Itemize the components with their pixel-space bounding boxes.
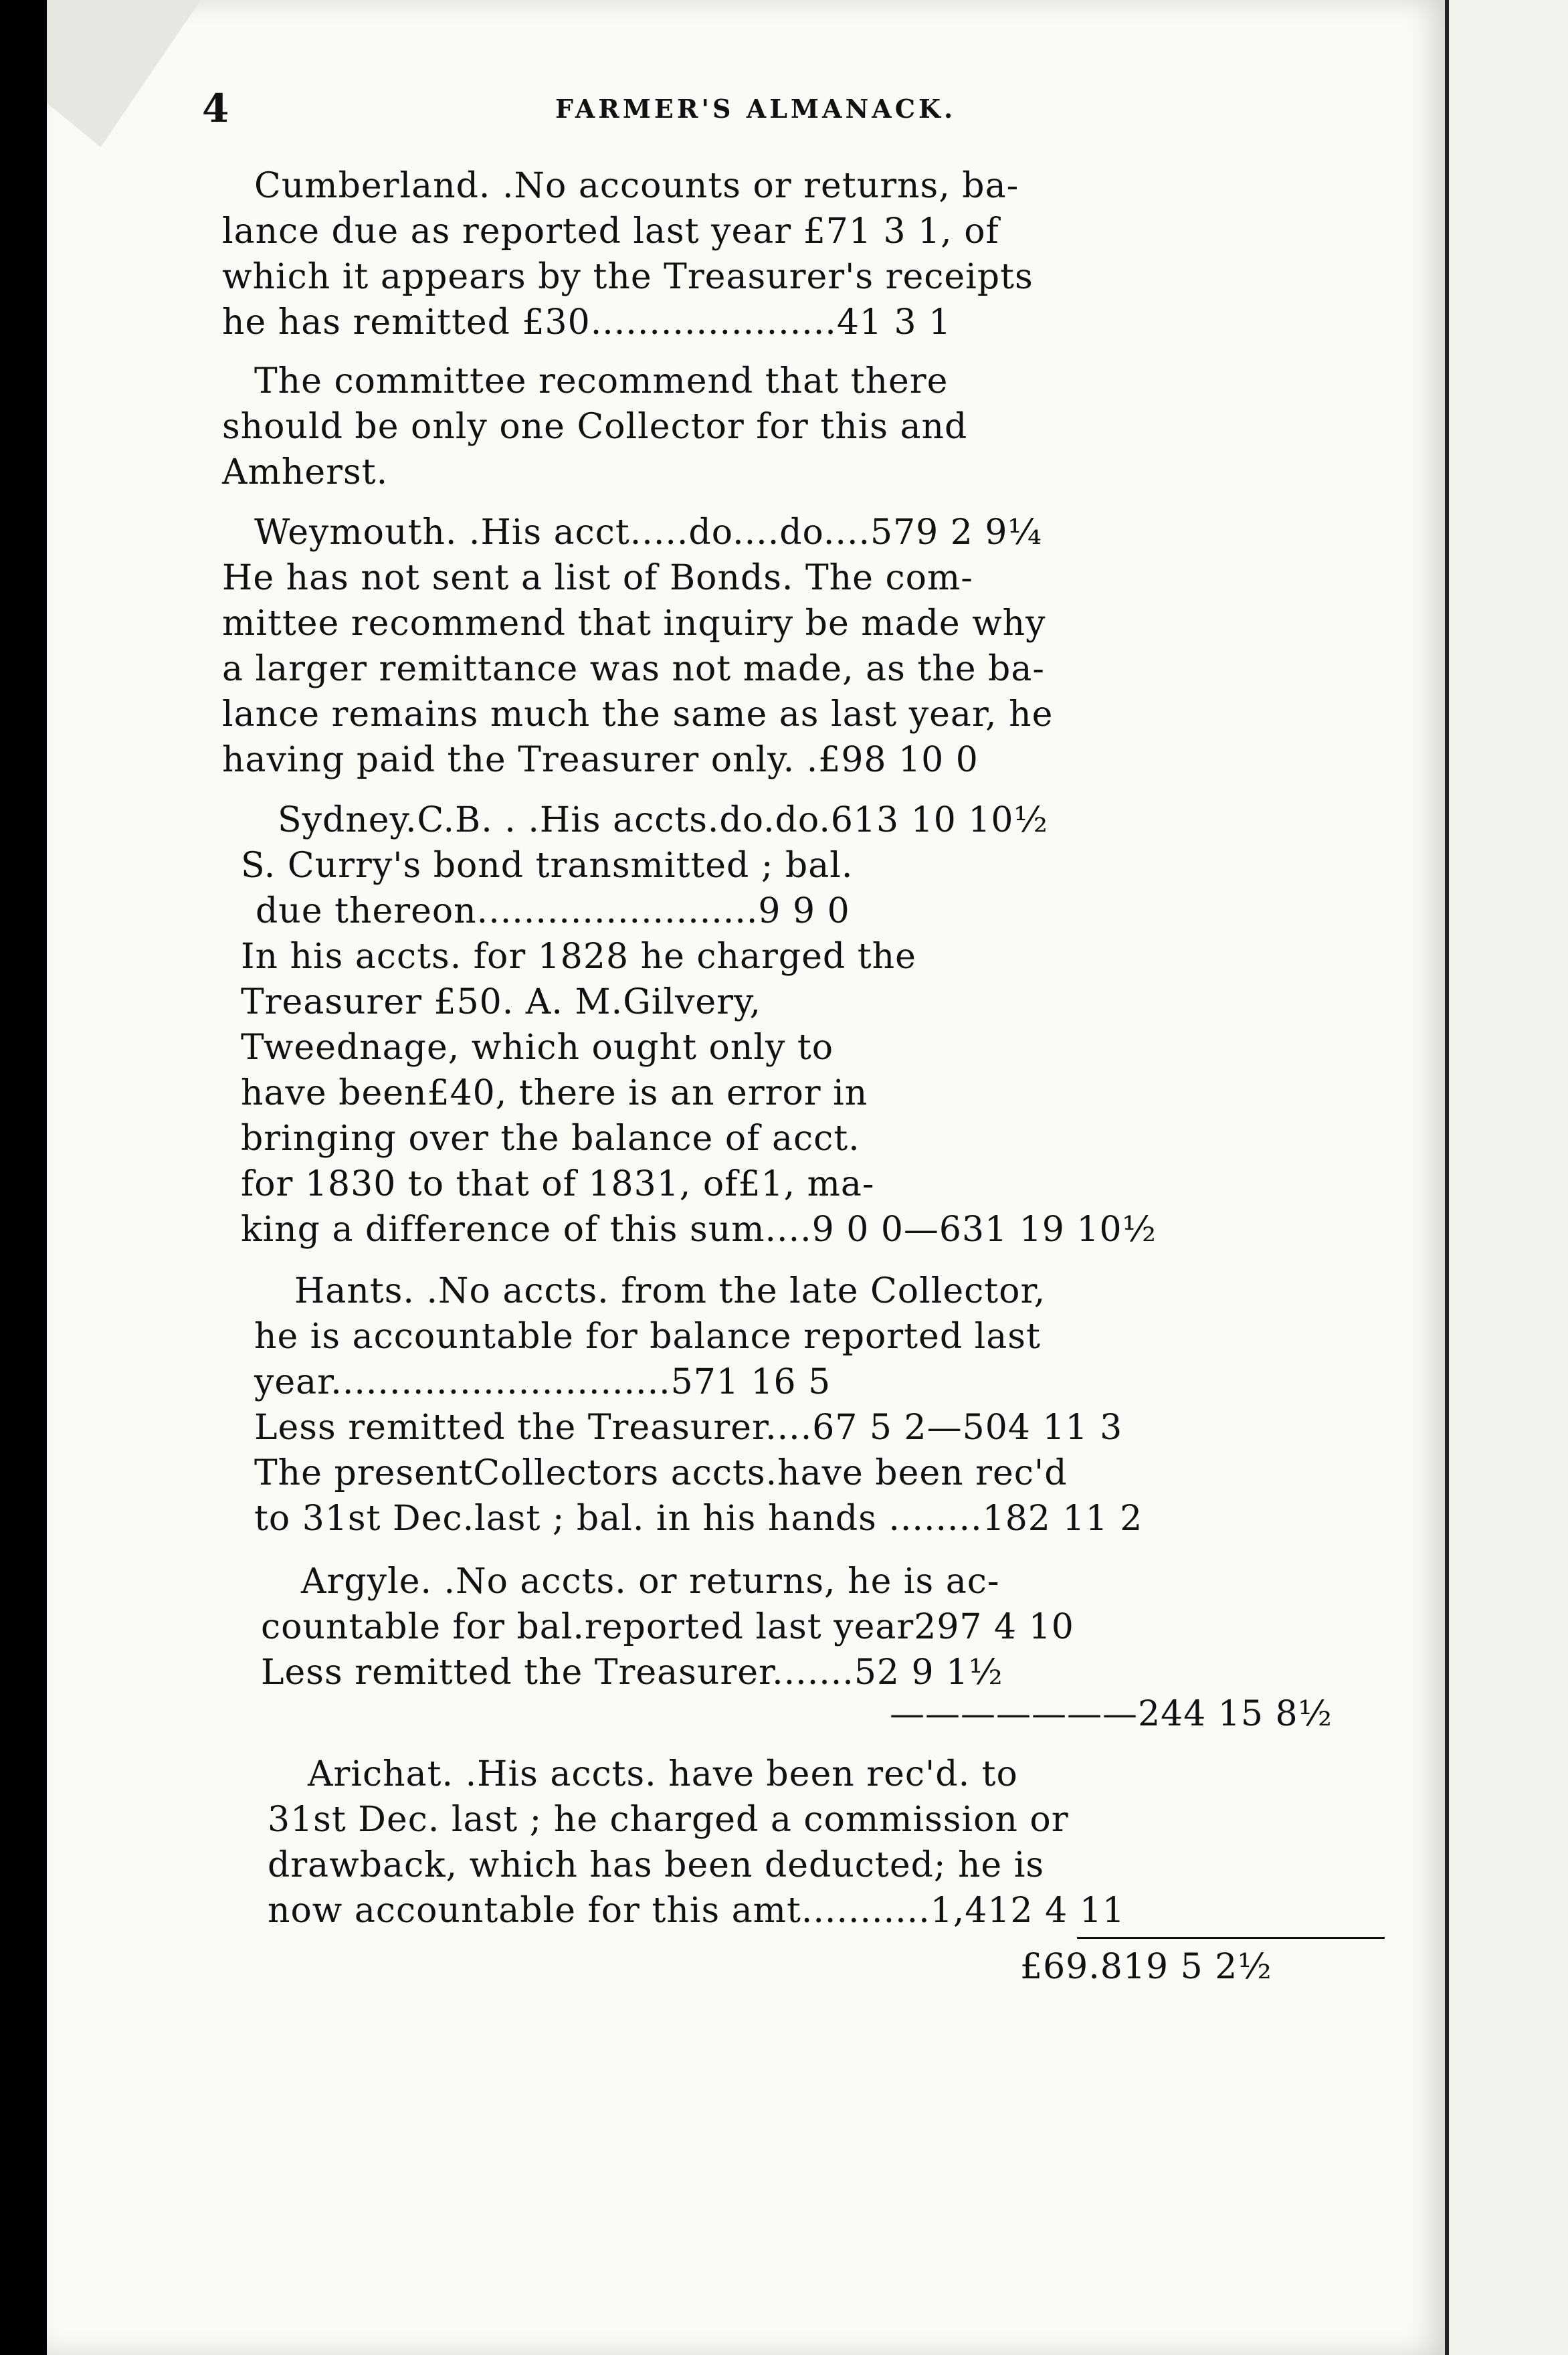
text-line: Arichat. .His accts. have been rec'd. to [308,1754,1018,1794]
grand-total: £69.819 5 2½ [1020,1947,1272,1987]
text-line: Sydney.C.B. . .His accts.do.do.613 10 10½ [278,800,1048,840]
text-line: Less remitted the Treasurer....67 5 2—504 11 3 [254,1408,1123,1448]
text-line: ———————244 15 8½ [890,1694,1333,1734]
page-number: 4 [202,86,229,131]
almanac-page [47,0,1445,2355]
text-line: mittee recommend that inquiry be made why [222,603,1046,644]
text-line: In his accts. for 1828 he charged the [241,937,916,977]
text-line: have been£40, there is an error in [241,1073,868,1113]
text-line: he is accountable for balance reported last [254,1317,1041,1357]
text-line: Weymouth. .His acct.....do....do....579 2 9¼ [254,512,1042,553]
text-line: S. Curry's bond transmitted ; bal. [241,846,854,886]
account-text [47,0,1385,2355]
text-line: he has remitted £30.....................41 3 1 [222,302,952,343]
text-line: The committee recommend that there [254,361,949,401]
text-line: should be only one Collector for this and [222,407,968,447]
text-line: bringing over the balance of acct. [241,1119,860,1159]
text-line: due thereon........................9 9 0 [256,891,850,931]
text-line: drawback, which has been deducted; he is [268,1845,1045,1885]
text-line: Less remitted the Treasurer.......52 9 1½ [261,1653,1003,1693]
text-line: 31st Dec. last ; he charged a commission or [268,1800,1069,1840]
text-line: year.............................571 16 5 [254,1362,831,1402]
text-line: having paid the Treasurer only. .£98 10 0 [222,740,979,780]
text-line: Tweednage, which ought only to [241,1028,834,1068]
text-line: countable for bal.reported last year297 4 10 [261,1607,1074,1647]
text-line: Argyle. .No accts. or returns, he is ac- [301,1562,1000,1602]
text-line: for 1830 to that of 1831, of£1, ma- [241,1164,875,1204]
text-line: king a difference of this sum....9 0 0—631 19 10½ [241,1210,1157,1250]
adjacent-page-edge [1445,0,1568,2355]
text-line: lance due as reported last year £71 3 1, of [222,211,999,252]
running-title: FARMER'S ALMANACK. [555,94,957,124]
text-line: which it appears by the Treasurer's receipts [222,257,1034,297]
text-line: to 31st Dec.last ; bal. in his hands ........182 11 2 [254,1499,1143,1539]
text-line: a larger remittance was not made, as the ba- [222,649,1045,689]
text-line: now accountable for this amt...........1,412 4 11 [268,1891,1125,1931]
text-line: He has not sent a list of Bonds. The com- [222,558,973,598]
text-line: Amherst. [222,452,389,492]
text-line: The presentCollectors accts.have been rec'd [254,1453,1068,1493]
total-rule [1077,1937,1385,1939]
text-line: Hants. .No accts. from the late Collector, [294,1271,1046,1311]
text-line: lance remains much the same as last year, he [222,694,1054,735]
text-line: Cumberland. .No accounts or returns, ba- [254,166,1019,206]
text-line: Treasurer £50. A. M.Gilvery, [241,982,762,1022]
